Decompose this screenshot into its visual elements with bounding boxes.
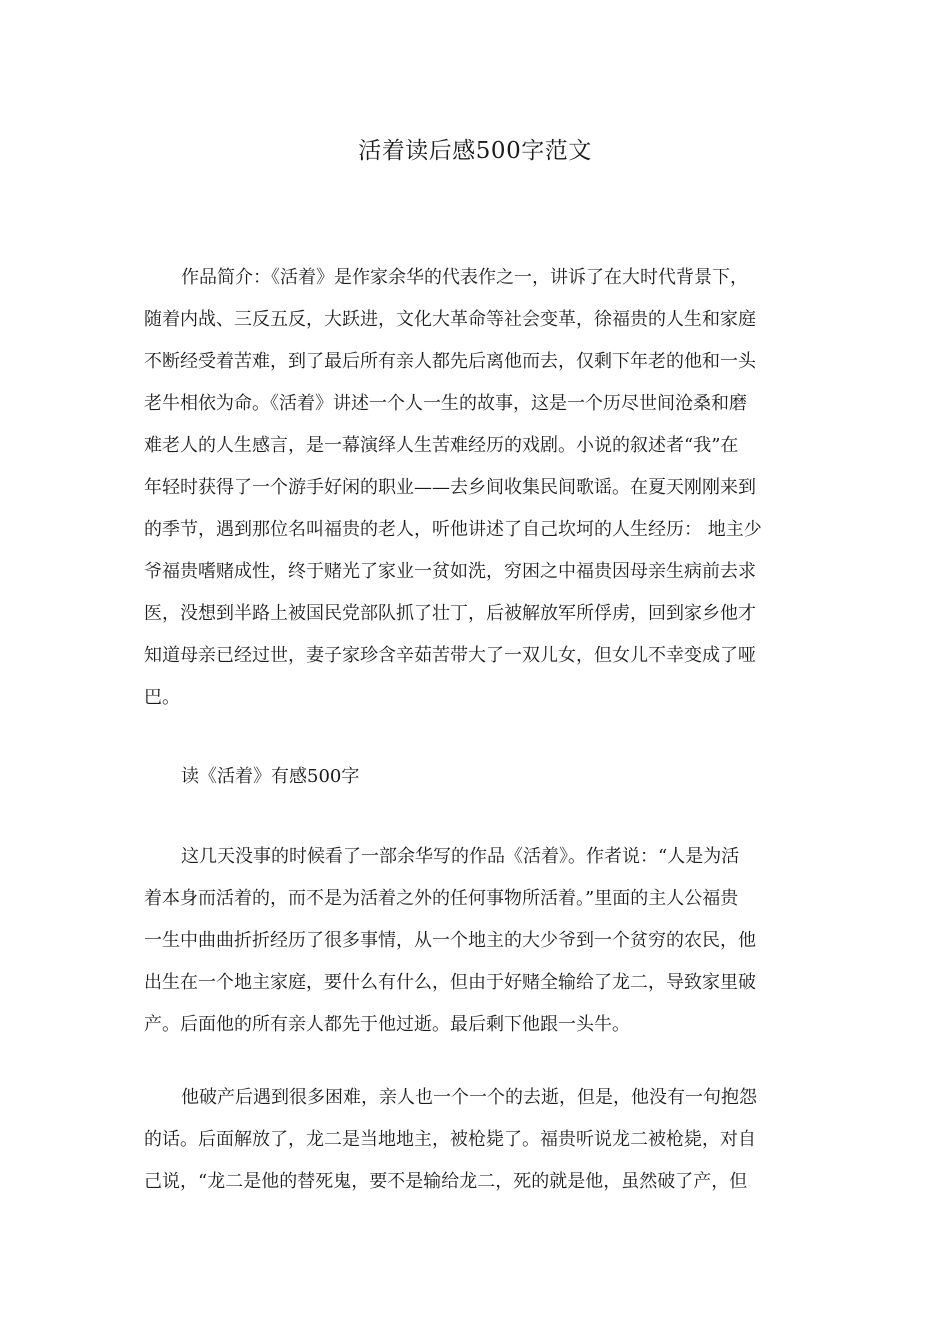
paragraph-line: 的季节，遇到那位名叫福贵的老人，听他讲述了自己坎坷的人生经历： 地主少 <box>144 519 762 540</box>
paragraph-line: 老牛相依为命。《活着》讲述一个人一生的故事，这是一个历尽世间沧桑和磨 <box>144 393 747 414</box>
paragraph-line: 出生在一个地主家庭，要什么有什么，但由于好赌全输给了龙二，导致家里破 <box>144 972 756 993</box>
paragraph-line: 己说，“龙二是他的替死鬼，要不是输给龙二，死的就是他，虽然破了产，但 <box>144 1171 748 1192</box>
paragraph-line: 巴。 <box>144 687 180 708</box>
paragraph-line: 产。后面他的所有亲人都先于他过逝。最后剩下他跟一头牛。 <box>144 1014 630 1035</box>
paragraph-line: 一生中曲曲折折经历了很多事情，从一个地主的大少爷到一个贫穷的农民，他 <box>144 930 756 951</box>
paragraph-line: 年轻时获得了一个游手好闲的职业——去乡间收集民间歌谣。在夏天刚刚来到 <box>144 477 756 498</box>
paragraph-line: 这几天没事的时候看了一部余华写的作品《活着》。作者说：“人是为活 <box>181 846 740 867</box>
paragraph-line: 他破产后遇到很多困难，亲人也一个一个的去逝，但是，他没有一句抱怨 <box>181 1087 757 1108</box>
paragraph-line: 不断经受着苦难，到了最后所有亲人都先后离他而去，仅剩下年老的他和一头 <box>144 351 756 372</box>
section-subheading: 读《活着》有感500字 <box>181 766 360 787</box>
paragraph-line: 难老人的人生感言，是一幕演绎人生苦难经历的戏剧。小说的叙述者“我”在 <box>144 435 739 456</box>
paragraph-line: 知道母亲已经过世，妻子家珍含辛茹苦带大了一双儿女，但女儿不幸变成了哑 <box>144 645 756 666</box>
paragraph-line: 的话。后面解放了，龙二是当地地主，被枪毙了。福贵听说龙二被枪毙，对自 <box>144 1129 756 1150</box>
paragraph-line: 医，没想到半路上被国民党部队抓了壮丁，后被解放军所俘虏，回到家乡他才 <box>144 603 756 624</box>
document-title: 活着读后感500字范文 <box>358 138 592 164</box>
paragraph-line: 作品简介：《活着》是作家余华的代表作之一，讲诉了在大时代背景下， <box>181 267 748 288</box>
paragraph-line: 爷福贵嗜赌成性，终于赌光了家业一贫如洗，穷困之中福贵因母亲生病前去求 <box>144 561 756 582</box>
paragraph-line: 随着内战、三反五反，大跃进，文化大革命等社会变革，徐福贵的人生和家庭 <box>144 309 756 330</box>
paragraph-line: 着本身而活着的，而不是为活着之外的任何事物所活着。”里面的主人公福贵 <box>144 888 739 909</box>
